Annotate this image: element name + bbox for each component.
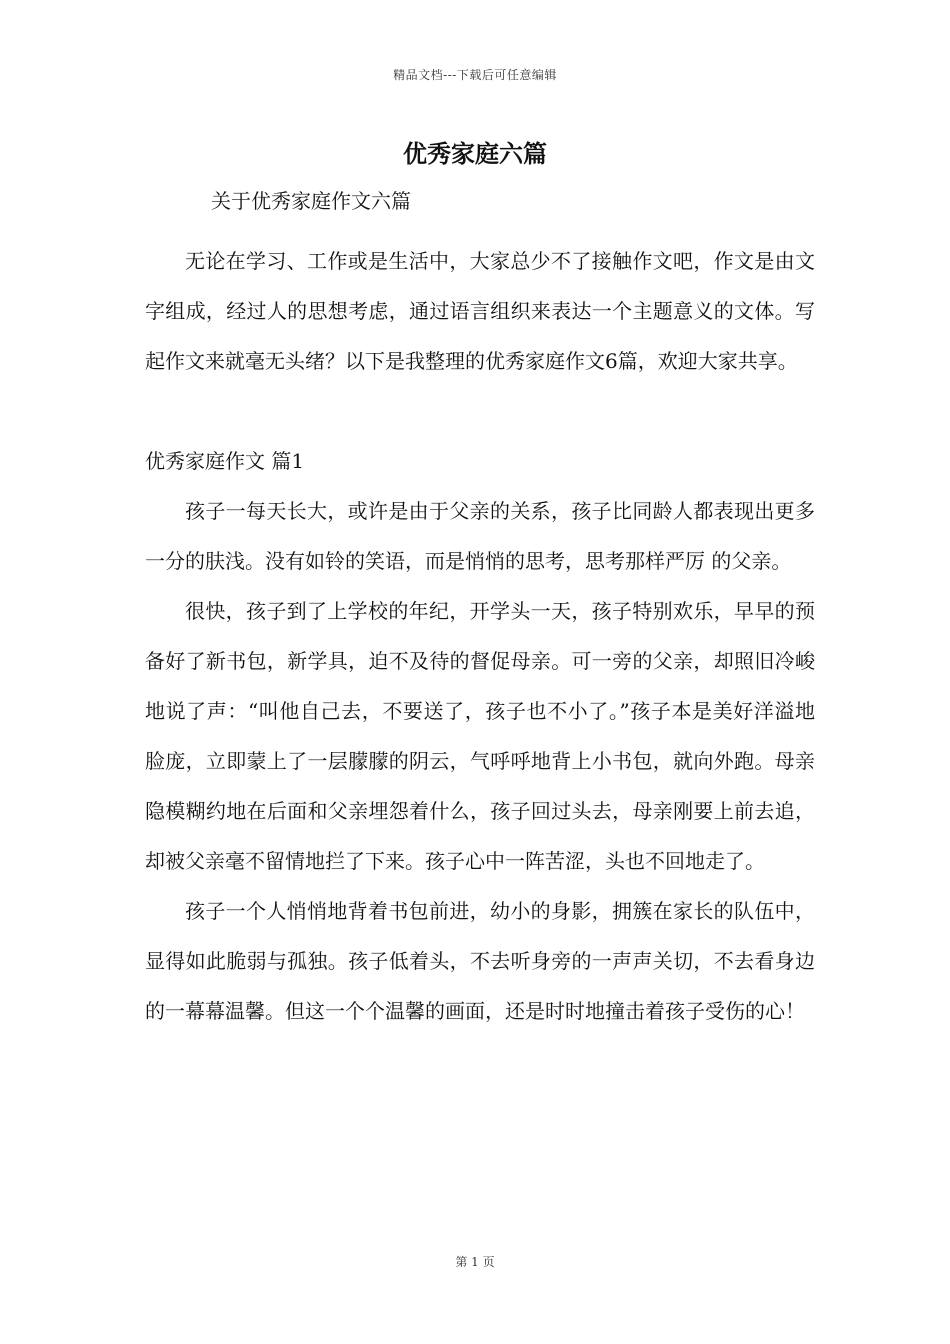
body-paragraph: 很快，孩子到了上学校的年纪，开学头一天，孩子特别欢乐，早早的预备好了新书包，新学具，迫不及待的督促母亲。可一旁的父亲，却照旧冷峻地说了声：“叫他自己去，不要送了，孩子也不小了。”孩子本是美好洋溢地脸庞，立即蒙上了一层朦朦的阴云，气呼呼地背上小书包，就向外跑。母亲隐模糊约地在后面和父亲埋怨着什么，孩子回过头去，母亲刚要上前去追，却被父亲毫不留情地拦了下来。孩子心中一阵苦涩，头也不回地走了。 xyxy=(145,599,815,873)
document-subtitle: 关于优秀家庭作文六篇 xyxy=(211,189,411,213)
section-heading: 优秀家庭作文 篇1 xyxy=(145,449,305,473)
page-number: 第 1 页 xyxy=(455,1255,495,1269)
body-paragraph: 孩子一每天长大，或许是由于父亲的关系，孩子比同龄人都表现出更多一分的肤浅。没有如铃的笑语，而是悄悄的思考，思考那样严厉 的父亲。 xyxy=(145,499,815,573)
body-paragraph: 孩子一个人悄悄地背着书包前进，幼小的身影，拥簇在家长的队伍中，显得如此脆弱与孤独。孩子低着头，不去听身旁的一声声关切，不去看身边的一幕幕温馨。但这一个个温馨的画面，还是时时地撞击着孩子受伤的心！ xyxy=(145,899,815,1023)
intro-paragraph: 无论在学习、工作或是生活中，大家总少不了接触作文吧，作文是由文字组成，经过人的思想考虑，通过语言组织来表达一个主题意义的文体。写起作文来就毫无头绪？以下是我整理的优秀家庭作文6篇，欢迎大家共享。 xyxy=(145,249,815,373)
document-body xyxy=(145,236,815,1036)
page-header: 精品文档---下载后可任意编辑 xyxy=(393,68,557,82)
paragraph-gap xyxy=(145,386,815,436)
document-title: 优秀家庭六篇 xyxy=(403,139,547,168)
